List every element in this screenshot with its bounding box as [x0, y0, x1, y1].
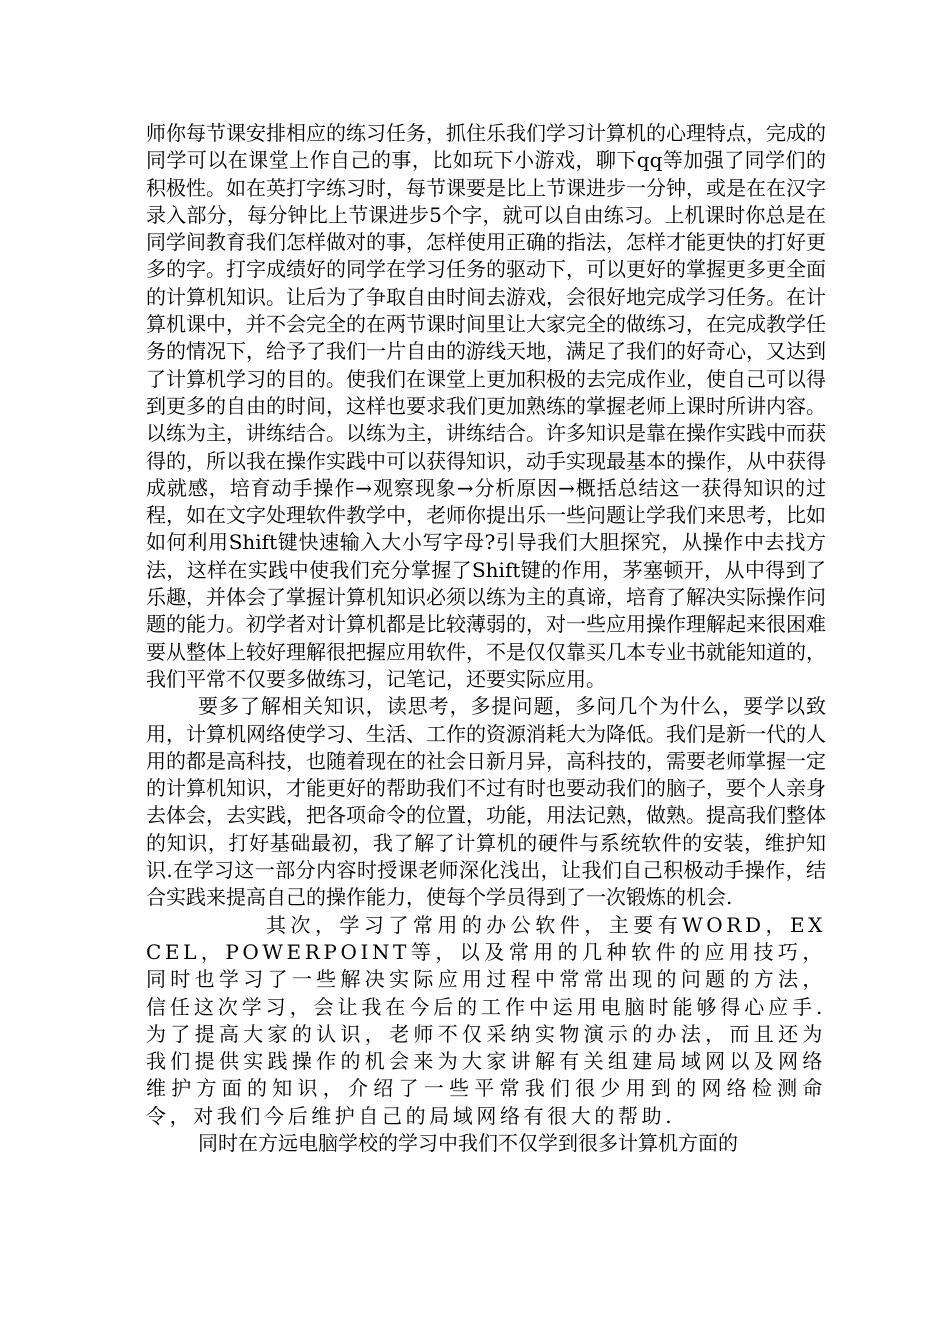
paragraph-3: 其次，学习了常用的办公软件，主要有WORD，EXCEL，POWERPOINT等，以及常用的几种软件的应用技巧，同时也学习了一些解决实际应用过程中常常出现的问题的方法，信任这次学习，会让我在今后的工作中运用电脑时能够得心应手.为了提高大家的认识，老师不仅采纳实物演示的办法，而且还为我们提供实践操作的机会来为大家讲解有关组建局域网以及网络维护方面的知识，介绍了一些平常我们很少用到的网络检测命令，对我们今后维护自己的局域网络有很大的帮助.: [146, 912, 826, 1128]
paragraph-4: 同时在方远电脑学校的学习中我们不仅学到很多计算机方面的: [198, 1130, 738, 1155]
body-text: [146, 120, 826, 1157]
paragraph-2: 要多了解相关知识，读思考，多提问题，多问几个为什么，要学以致用，计算机网络使学习、生活、工作的资源消耗大为降低。我们是新一代的人用的都是高科技，也随着现在的社会日新月异，高科技的，需要老师掌握一定的计算机知识，才能更好的帮助我们不过有时也要动我们的脑子，要个人亲身去体会，去实践，把各项命令的位置，功能，用法记熟，做熟。提高我们整体的知识，打好基础最初，我了解了计算机的硬件与系统软件的安装，维护知识.在学习这一部分内容时授课老师深化浅出，让我们自己积极动手操作，结合实践来提高自己的操作能力，使每个学员得到了一次锻炼的机会.: [146, 694, 826, 910]
paragraph-1: 师你每节课安排相应的练习任务，抓住乐我们学习计算机的心理特点，完成的同学可以在课堂上作自己的事，比如玩下小游戏，聊下qq等加强了同学们的积极性。如在英打字练习时，每节课要是比上节课进步一分钟，或是在在汉字录入部分，每分钟比上节课进步5个字，就可以自由练习。上机课时你总是在同学间教育我们怎样做对的事，怎样使用正确的指法，怎样才能更快的打好更多的字。打字成绩好的同学在学习任务的驱动下，可以更好的掌握更多更全面的计算机知识。让后为了争取自由时间去游戏，会很好地完成学习任务。在计算机课中，并不会完全的在两节课时间里让大家完全的做练习，在完成教学任务的情况下，给予了我们一片自由的游线天地，满足了我们的好奇心，又达到了计算机学习的目的。使我们在课堂上更加积极的去完成作业，使自己可以得到更多的自由的时间，这样也要求我们更加熟练的掌握老师上课时所讲内容。以练为主，讲练结合。以练为主，讲练结合。许多知识是靠在操作实践中而获得的，所以我在操作实践中可以获得知识，动手实现最基本的操作，从中获得成就感，培育动手操作→观察现象→分析原因→概括总结这一获得知识的过程，如在文字处理软件教学中，老师你提出乐一些问题让学我们来思考，比如如何利用Shift键快速输入大小写字母?引导我们大胆探究，从操作中去找方法，这样在实践中使我们充分掌握了Shift键的作用，茅塞顿开，从中得到了乐趣，并体会了掌握计算机知识必须以练为主的真谛，培育了解决实际操作问题的能力。初学者对计算机都是比较薄弱的，对一些应用操作理解起来很困难要从整体上较好理解很把握应用软件，不是仅仅靠买几本专业书就能知道的，我们平常不仅要多做练习，记笔记，还要实际应用。: [146, 121, 826, 691]
